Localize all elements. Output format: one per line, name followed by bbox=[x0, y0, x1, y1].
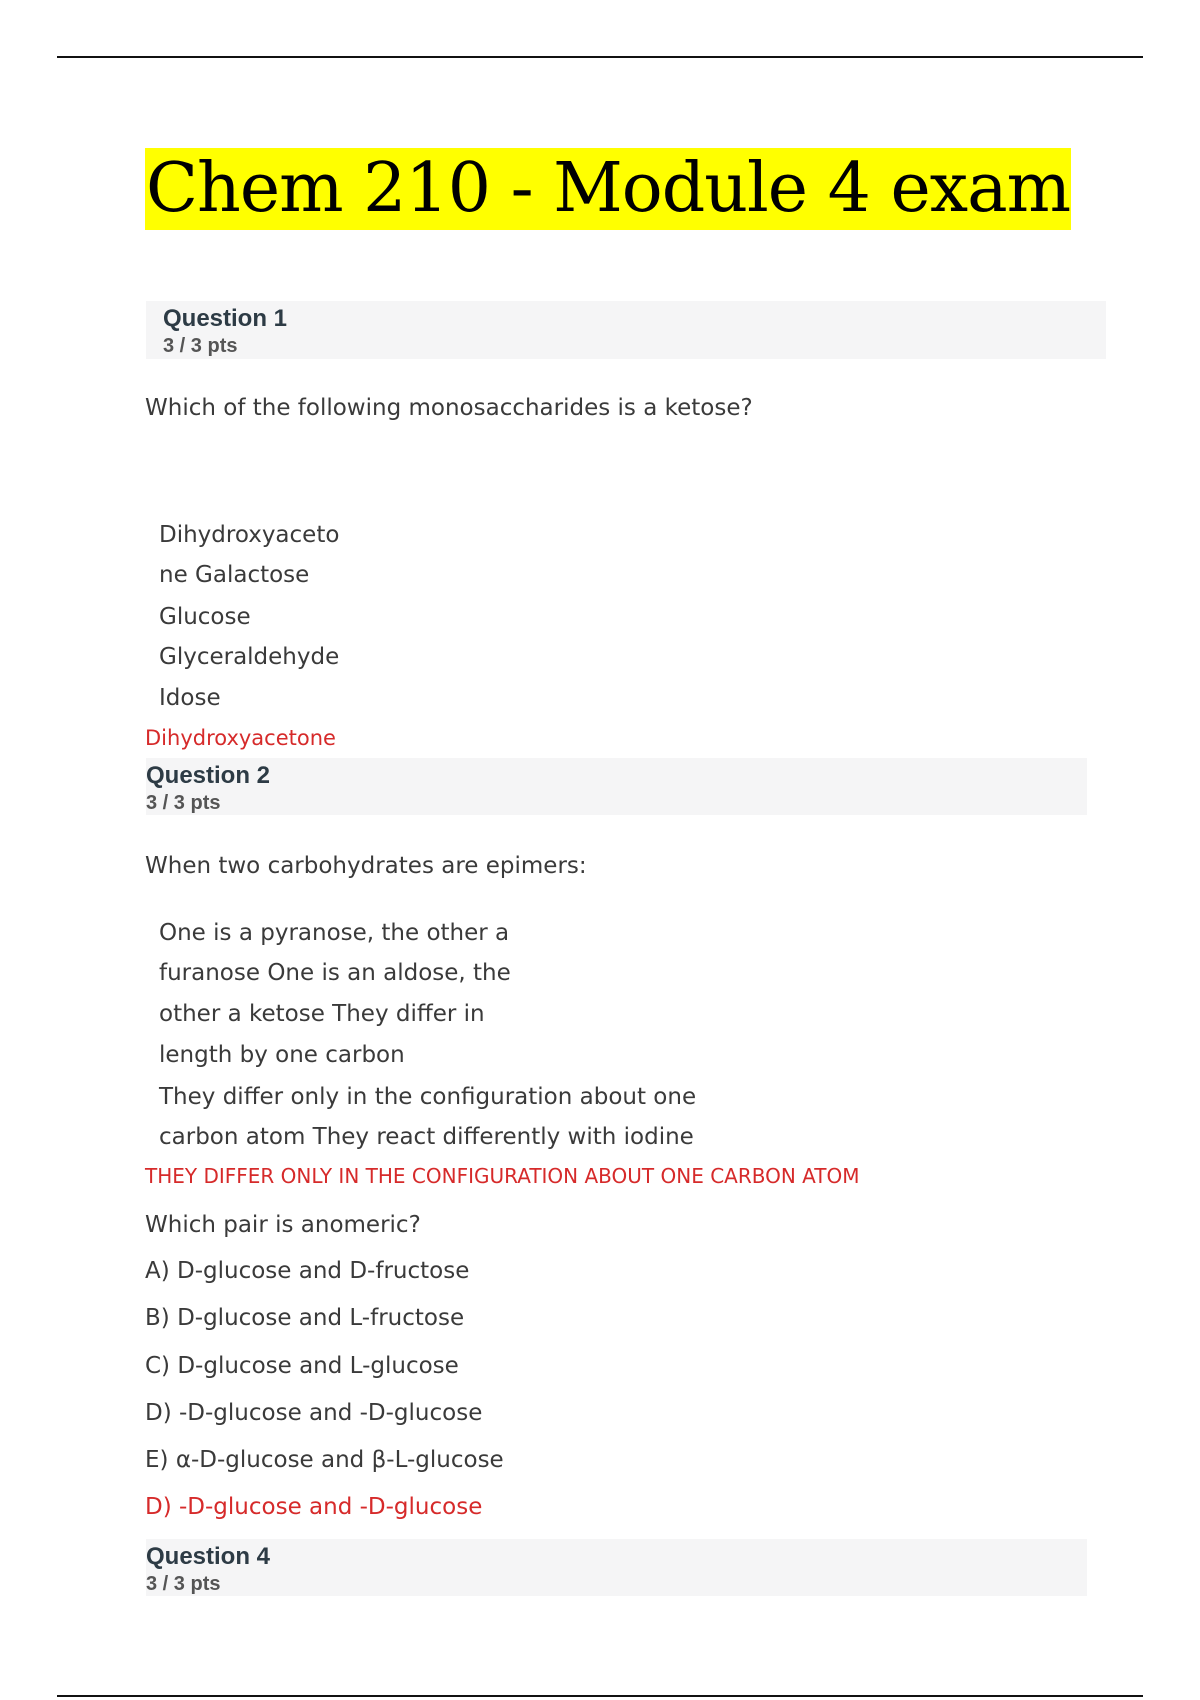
question-2-name: Question 2 bbox=[146, 762, 271, 789]
top-rule bbox=[57, 56, 1143, 58]
question-4-name: Question 4 bbox=[146, 1543, 271, 1570]
question-4-points: 3 / 3 pts bbox=[146, 1573, 221, 1595]
question-3-prompt: Which pair is anomeric? bbox=[145, 1212, 421, 1238]
question-2-option: furanose One is an aldose, the bbox=[159, 960, 511, 986]
question-3-option: D) -D-glucose and -D-glucose bbox=[145, 1400, 483, 1426]
question-2-option: length by one carbon bbox=[159, 1042, 405, 1068]
question-1-option: Glyceraldehyde bbox=[159, 644, 340, 670]
question-1-prompt: Which of the following monosaccharides is a ketose? bbox=[145, 395, 753, 421]
question-2-option: carbon atom They react differently with iodine bbox=[159, 1124, 694, 1150]
bottom-rule bbox=[57, 1695, 1143, 1697]
question-1-points: 3 / 3 pts bbox=[163, 335, 238, 357]
question-2-option: They differ only in the configuration about one bbox=[159, 1084, 697, 1110]
question-3-option: B) D-glucose and L-fructose bbox=[145, 1305, 465, 1331]
question-3-option: E) α-D-glucose and β-L-glucose bbox=[145, 1447, 504, 1473]
question-1-option: Dihydroxyaceto bbox=[159, 522, 340, 548]
question-1-option: Idose bbox=[159, 685, 221, 711]
question-3-option: A) D-glucose and D-fructose bbox=[145, 1258, 470, 1284]
question-1-option: Glucose bbox=[159, 604, 251, 630]
question-1-name: Question 1 bbox=[163, 305, 288, 332]
question-1-answer: Dihydroxyacetone bbox=[145, 726, 336, 750]
question-3-option: C) D-glucose and L-glucose bbox=[145, 1353, 459, 1379]
question-2-answer: THEY DIFFER ONLY IN THE CONFIGURATION ABOUT ONE CARBON ATOM bbox=[145, 1164, 860, 1188]
document-title: Chem 210 - Module 4 exam bbox=[146, 149, 1071, 228]
question-1-header bbox=[146, 301, 1106, 359]
question-2-option: One is a pyranose, the other a bbox=[159, 920, 510, 946]
question-3-answer: D) -D-glucose and -D-glucose bbox=[145, 1494, 483, 1520]
question-4-header bbox=[146, 1539, 1087, 1596]
question-1-option: ne Galactose bbox=[159, 562, 310, 588]
question-2-header bbox=[146, 758, 1087, 815]
question-2-option: other a ketose They differ in bbox=[159, 1001, 485, 1027]
question-2-prompt: When two carbohydrates are epimers: bbox=[145, 853, 587, 879]
question-2-points: 3 / 3 pts bbox=[146, 792, 221, 814]
